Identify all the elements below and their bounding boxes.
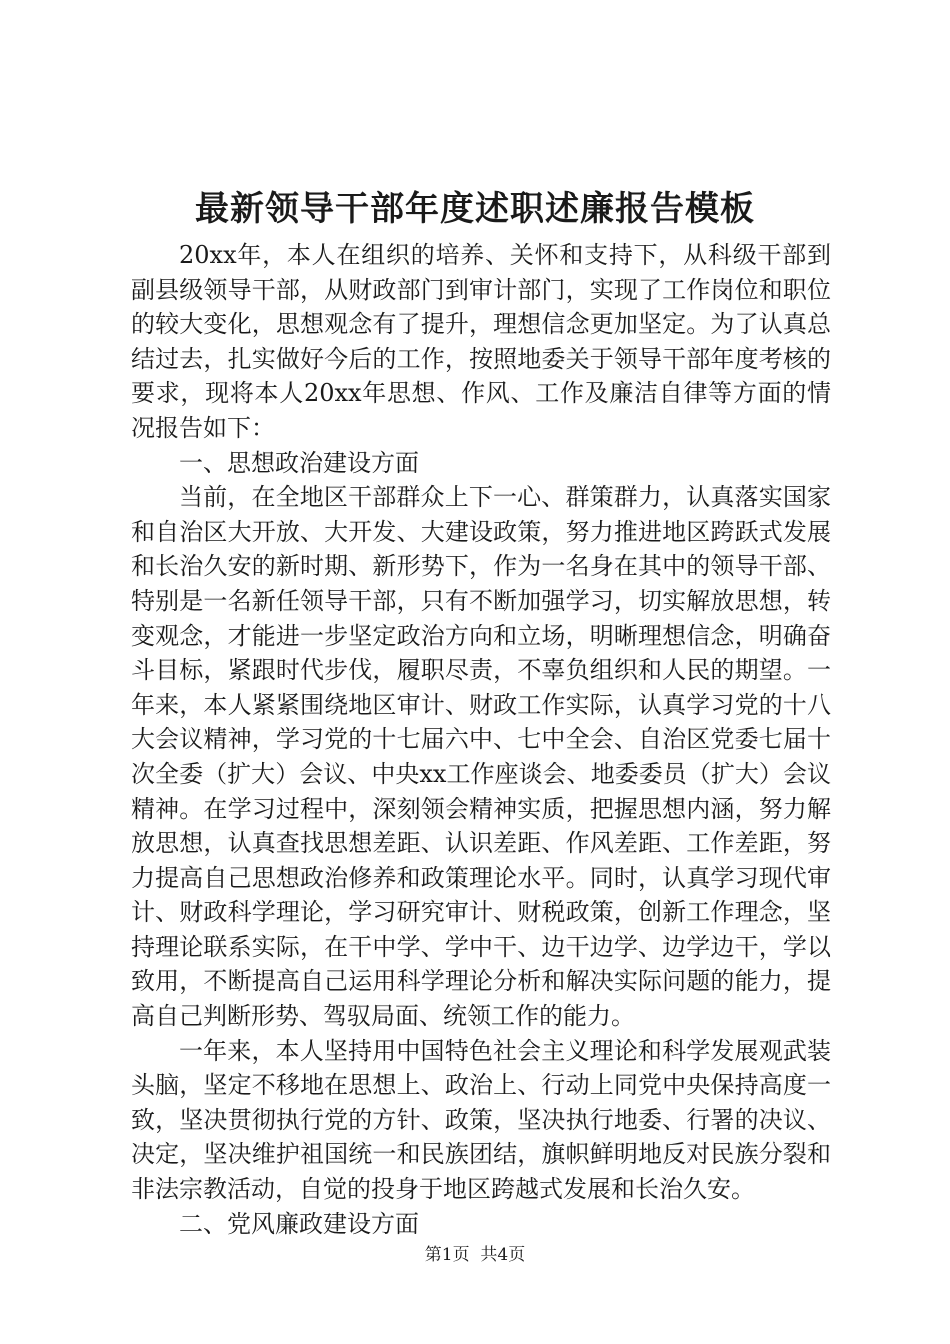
body-paragraph: 一年来，本人坚持用中国特色社会主义理论和科学发展观武装头脑，坚定不移地在思想上、政治上、行动上同党中央保持高度一致，坚决贯彻执行党的方针、政策，坚决执行地委、行署的决议、决定，坚决维护祖国统一和民族团结，旗帜鲜明地反对民族分裂和非法宗教活动，自觉的投身于地区跨越式发展和长治久安。	[131, 1036, 831, 1204]
document-title: 最新领导干部年度述职述廉报告模板	[195, 189, 755, 229]
intro-paragraph: 20xx年，本人在组织的培养、关怀和支持下，从科级干部到副县级领导干部，从财政部门到审计部门，实现了工作岗位和职位的较大变化，思想观念有了提升，理想信念更加坚定。为了认真总结过去，扎实做好今后的工作，按照地委关于领导干部年度考核的要求，现将本人20xx年思想、作风、工作及廉洁自律等方面的情况报告如下：	[131, 241, 831, 442]
page-total: 共4页	[480, 1245, 526, 1265]
page-number: 第1页	[424, 1245, 470, 1265]
section-heading-1: 一、思想政治建设方面	[179, 448, 419, 477]
page-footer	[0, 1243, 950, 1267]
section-heading-2: 二、党风廉政建设方面	[179, 1209, 419, 1238]
body-paragraph: 当前，在全地区干部群众上下一心、群策群力，认真落实国家和自治区大开放、大开发、大建设政策，努力推进地区跨跃式发展和长治久安的新时期、新形势下，作为一名身在其中的领导干部、特别是一名新任领导干部，只有不断加强学习，切实解放思想，转变观念，才能进一步坚定政治方向和立场，明晰理想信念，明确奋斗目标，紧跟时代步伐，履职尽责，不辜负组织和人民的期望。一年来，本人紧紧围绕地区审计、财政工作实际，认真学习党的十八大会议精神，学习党的十七届六中、七中全会、自治区党委七届十次全委（扩大）会议、中央xx工作座谈会、地委委员（扩大）会议精神。在学习过程中，深刻领会精神实质，把握思想内涵，努力解放思想，认真查找思想差距、认识差距、作风差距、工作差距，努力提高自己思想政治修养和政策理论水平。同时，认真学习现代审计、财政科学理论，学习研究审计、财税政策，创新工作理念，坚持理论联系实际，在干中学、学中干、边干边学、边学边干，学以致用，不断提高自己运用科学理论分析和解决实际问题的能力，提高自己判断形势、驾驭局面、统领工作的能力。	[131, 483, 831, 1031]
document-body	[131, 238, 831, 1241]
